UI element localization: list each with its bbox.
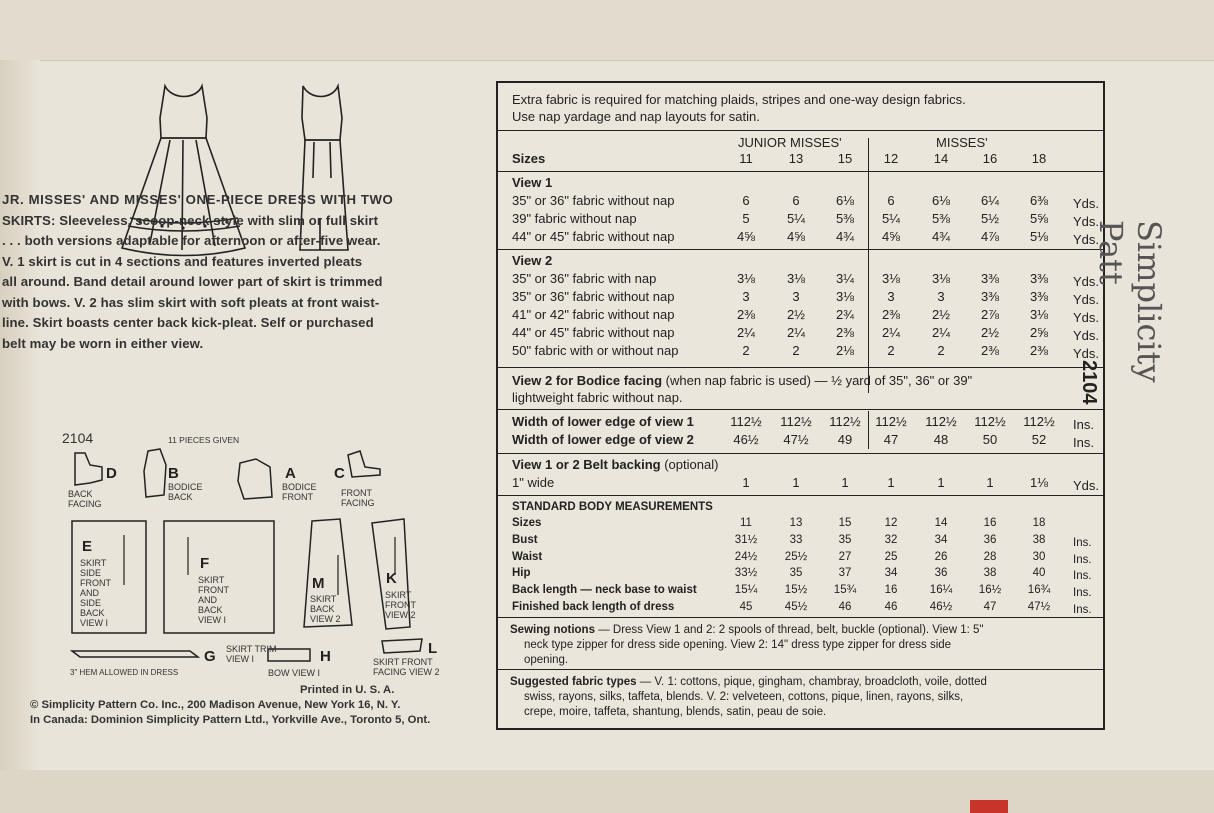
unit-label: Ins. xyxy=(1073,435,1094,450)
cell-value: 33½ xyxy=(734,567,758,580)
unit-label: Ins. xyxy=(1073,536,1092,549)
row-label: 1" wide xyxy=(512,475,555,490)
group-misses: MISSES' xyxy=(936,135,988,150)
cell-value: 2½ xyxy=(980,325,1000,340)
cell-value: 3 xyxy=(937,289,945,304)
fabric-types xyxy=(510,675,1100,720)
piece-letter: D xyxy=(106,465,117,482)
piece-letter: M xyxy=(312,575,325,592)
cell-value: 3 xyxy=(742,289,750,304)
fabric-text: swiss, rayons, silks, taffeta, blends. V. 2: velveteen, cottons, pique, linen, rayons, silks, xyxy=(524,691,964,703)
envelope-bottom-edge xyxy=(0,770,1214,813)
size-header: 14 xyxy=(933,151,949,166)
cell-value: 3⅜ xyxy=(980,271,1000,286)
row-label: 35" or 36" fabric without nap xyxy=(512,289,675,304)
description-line: belt may be worn in either view. xyxy=(2,335,204,351)
cell-value: 36 xyxy=(983,533,997,546)
cell-value: 5⅝ xyxy=(1029,211,1049,226)
body-title: STANDARD BODY MEASUREMENTS xyxy=(512,501,713,513)
view2-label: View 2 xyxy=(512,253,553,268)
bodice-title: View 2 for Bodice facing xyxy=(512,373,663,388)
cell-value: 15½ xyxy=(784,584,808,597)
piece-letter: F xyxy=(200,555,210,572)
cell-value: 50 xyxy=(982,432,998,447)
cell-value: 3⅜ xyxy=(980,289,1000,304)
piece-label: SKIRT TRIM VIEW I xyxy=(226,644,277,664)
cell-value: 36 xyxy=(934,567,948,580)
cell-value: 24½ xyxy=(734,550,758,563)
cell-value: 6⅜ xyxy=(1029,193,1049,208)
cell-value: 3⅜ xyxy=(1029,271,1049,286)
pattern-number: 2104 xyxy=(62,430,94,446)
pattern-description xyxy=(2,190,447,354)
cell-value: 25½ xyxy=(784,550,808,563)
description-line: V. 1 skirt is cut in 4 sections and features inverted pleats xyxy=(2,253,363,269)
cell-value: 34 xyxy=(884,567,898,580)
cell-value: 2⅜ xyxy=(736,307,756,322)
unit-label: Yds. xyxy=(1073,214,1100,229)
cell-value: 4⅝ xyxy=(881,229,901,244)
cell-value: 3⅛ xyxy=(1029,307,1049,322)
credit-block xyxy=(30,683,480,728)
cell-value: 3⅛ xyxy=(786,271,806,286)
side-pattern-number: 2104 xyxy=(1078,360,1100,405)
cell-value: 16½ xyxy=(978,584,1002,597)
cell-value: 4⅝ xyxy=(736,229,756,244)
belt-title: View 1 or 2 Belt backing xyxy=(512,457,661,472)
printed-in: Printed in U. S. A. xyxy=(300,684,395,696)
piece-label: SKIRT SIDE FRONT AND SIDE BACK VIEW I xyxy=(80,558,111,628)
cell-value: 5½ xyxy=(980,211,1000,226)
row-label: Sizes xyxy=(512,517,542,529)
cell-value: 3⅛ xyxy=(931,271,951,286)
cell-value: 6⅛ xyxy=(835,193,855,208)
credit-line: © Simplicity Pattern Co. Inc., 200 Madison Avenue, New York 16, N. Y. xyxy=(30,699,401,711)
cell-value: 37 xyxy=(838,567,852,580)
piece-letter: E xyxy=(82,538,93,555)
cell-value: 15¾ xyxy=(833,584,857,597)
cell-value: 2⅜ xyxy=(980,343,1000,358)
cell-value: 45 xyxy=(739,601,753,613)
row-label: 35" or 36" fabric with nap xyxy=(512,271,657,286)
piece-letter: L xyxy=(428,640,438,657)
cell-value: 112½ xyxy=(1023,414,1055,429)
cell-value: 5⅛ xyxy=(1029,229,1049,244)
cell-value: 3⅜ xyxy=(1029,289,1049,304)
row-label: Back length — neck base to waist xyxy=(512,584,697,597)
cell-value: 2¼ xyxy=(736,325,756,340)
cell-value: 1 xyxy=(742,475,750,490)
description-line: all around. Band detail around lower part of skirt is trimmed xyxy=(2,274,383,289)
cell-value: 1 xyxy=(792,475,800,490)
piece-label: BOW VIEW I xyxy=(268,668,321,678)
cell-value: 33 xyxy=(789,533,803,546)
size-header: 11 xyxy=(739,151,753,166)
row-label: Bust xyxy=(512,533,538,546)
cell-value: 46 xyxy=(838,601,852,613)
cell-value: 35 xyxy=(838,533,852,546)
fabric-title: Suggested fabric types xyxy=(510,676,637,688)
bodice-line2: lightweight fabric without nap. xyxy=(512,390,683,405)
row-label: 39" fabric without nap xyxy=(512,211,637,226)
cell-value: 1 xyxy=(986,475,994,490)
fabric-note: Use nap yardage and nap layouts for satin. xyxy=(512,109,760,124)
cell-value: 2½ xyxy=(786,307,806,322)
piece-label: SKIRT BACK VIEW 2 xyxy=(310,594,341,624)
cell-value: 47½ xyxy=(783,432,809,447)
piece-label: BACK FACING xyxy=(68,489,102,509)
cell-value: 16 xyxy=(983,517,997,529)
size-header: 16 xyxy=(982,151,998,166)
notions-title: Sewing notions xyxy=(510,624,595,636)
cell-value: 1 xyxy=(841,475,849,490)
credit-line: In Canada: Dominion Simplicity Pattern Ltd., Yorkville Ave., Toronto 5, Ont. xyxy=(30,714,431,726)
cell-value: 47½ xyxy=(1027,601,1051,613)
cell-value: 3⅛ xyxy=(736,271,756,286)
description-line: SKIRTS: Sleeveless, scoop-neck style with slim or full skirt xyxy=(2,212,379,228)
unit-label: Yds. xyxy=(1073,274,1100,289)
row-label: Finished back length of dress xyxy=(512,601,675,613)
cell-value: 112½ xyxy=(974,414,1006,429)
red-mark xyxy=(970,800,1008,813)
cell-value: 3⅛ xyxy=(881,271,901,286)
description-line: . . . both versions adaptable for afternoon or after-five wear. xyxy=(2,233,381,248)
row-label: Width of lower edge of view 1 xyxy=(512,414,694,429)
unit-label: Yds. xyxy=(1073,310,1100,325)
cell-value: 112½ xyxy=(925,414,957,429)
cell-value: 2¾ xyxy=(835,307,855,322)
cell-value: 26 xyxy=(934,550,948,563)
cell-value: 6⅛ xyxy=(931,193,951,208)
pieces-given: 11 PIECES GIVEN xyxy=(168,435,240,445)
cell-value: 40 xyxy=(1032,567,1046,580)
piece-letter: G xyxy=(204,648,216,665)
cell-value: 1 xyxy=(887,475,895,490)
unit-label: Yds. xyxy=(1073,328,1100,343)
cell-value: 3 xyxy=(887,289,895,304)
sizes-label: Sizes xyxy=(512,151,546,166)
cell-value: 4¾ xyxy=(835,229,855,244)
cell-value: 12 xyxy=(884,517,898,529)
cell-value: 3⅛ xyxy=(835,289,855,304)
unit-label: Ins. xyxy=(1073,417,1094,432)
cell-value: 4⅝ xyxy=(786,229,806,244)
cell-value: 34 xyxy=(934,533,948,546)
row-label: 50" fabric with or without nap xyxy=(512,343,679,358)
cell-value: 14 xyxy=(934,517,948,529)
piece-letter: H xyxy=(320,648,331,665)
cell-value: 2⅞ xyxy=(980,307,1000,322)
piece-letter: B xyxy=(168,465,179,482)
cell-value: 2⅝ xyxy=(1029,325,1049,340)
cell-value: 52 xyxy=(1031,432,1047,447)
piece-label: SKIRT FRONT FACING VIEW 2 xyxy=(373,657,440,677)
size-header: 12 xyxy=(883,151,899,166)
cell-value: 38 xyxy=(1032,533,1046,546)
cell-value: 112½ xyxy=(875,414,907,429)
unit-label: Ins. xyxy=(1073,604,1092,616)
notions-text: neck type zipper for dress side opening. View 2: 14" dress type zipper for dress side xyxy=(524,639,952,651)
piece-label: BODICE BACK xyxy=(168,482,203,502)
cell-value: 1 xyxy=(937,475,945,490)
row-label: Waist xyxy=(512,550,543,563)
cell-value: 2⅜ xyxy=(881,307,901,322)
cell-value: 5¼ xyxy=(881,211,901,226)
cell-value: 6 xyxy=(742,193,750,208)
cell-value: 6 xyxy=(887,193,895,208)
sewing-notions xyxy=(510,623,1100,668)
cell-value: 2 xyxy=(937,343,945,358)
hem-note: 3" HEM ALLOWED IN DRESS xyxy=(70,668,179,677)
fabric-note: Extra fabric is required for matching plaids, stripes and one-way design fabrics. xyxy=(512,92,966,107)
cell-value: 2⅜ xyxy=(1029,343,1049,358)
cell-value: 16¼ xyxy=(929,584,953,597)
cell-value: 28 xyxy=(983,550,997,563)
unit-label: Yds. xyxy=(1073,478,1100,493)
row-label: 44" or 45" fabric without nap xyxy=(512,325,675,340)
yardage-chart xyxy=(496,81,1105,730)
envelope-flap xyxy=(0,0,1214,61)
cell-value: 47 xyxy=(983,601,997,613)
cell-value: 25 xyxy=(884,550,898,563)
cell-value: 2¼ xyxy=(931,325,951,340)
cell-value: 3¼ xyxy=(835,271,855,286)
cell-value: 16¾ xyxy=(1027,584,1051,597)
cell-value: 2 xyxy=(742,343,750,358)
cell-value: 3 xyxy=(792,289,800,304)
piece-letter: K xyxy=(386,570,397,587)
row-label: 35" or 36" fabric without nap xyxy=(512,193,675,208)
cell-value: 11 xyxy=(740,517,752,529)
notions-text: opening. xyxy=(524,654,569,666)
cell-value: 2⅛ xyxy=(835,343,855,358)
unit-label: Ins. xyxy=(1073,570,1092,583)
row-label: 44" or 45" fabric without nap xyxy=(512,229,675,244)
cell-value: 2½ xyxy=(931,307,951,322)
row-label: Width of lower edge of view 2 xyxy=(512,432,694,447)
belt-backing xyxy=(512,457,718,472)
piece-label: FRONT FACING xyxy=(341,488,375,508)
cell-value: 4¾ xyxy=(931,229,951,244)
group-junior: JUNIOR MISSES' xyxy=(738,135,842,150)
description-line: line. Skirt boasts center back kick-pleat. Self or purchased xyxy=(2,315,374,330)
cell-value: 46 xyxy=(884,601,898,613)
cell-value: 27 xyxy=(838,550,852,563)
description-heading: JR. MISSES' AND MISSES' ONE-PIECE DRESS WITH TWO xyxy=(2,192,394,207)
cell-value: 6¼ xyxy=(980,193,1000,208)
row-label: Hip xyxy=(512,567,531,580)
cell-value: 15¼ xyxy=(734,584,758,597)
size-header: 13 xyxy=(788,151,804,166)
cell-value: 13 xyxy=(789,517,803,529)
cell-value: 2⅜ xyxy=(835,325,855,340)
cell-value: 45½ xyxy=(784,601,808,613)
brand-fragment: Simplicity Patt xyxy=(1092,220,1168,383)
unit-label: Yds. xyxy=(1073,196,1100,211)
cell-value: 5 xyxy=(742,211,750,226)
unit-label: Yds. xyxy=(1073,346,1100,361)
cell-value: 18 xyxy=(1032,517,1046,529)
cell-value: 5¼ xyxy=(786,211,806,226)
bodice-rest: (when nap fabric is used) — ½ yard of 35", 36" or 39" xyxy=(665,373,973,388)
cell-value: 5⅜ xyxy=(835,211,855,226)
notions-text: — Dress View 1 and 2: 2 spools of thread, belt, buckle (optional). View 1: 5" xyxy=(598,624,984,636)
cell-value: 46½ xyxy=(929,601,953,613)
cell-value: 112½ xyxy=(829,414,861,429)
cell-value: 38 xyxy=(983,567,997,580)
piece-label: SKIRT FRONT VIEW 2 xyxy=(385,590,416,620)
cell-value: 30 xyxy=(1032,550,1046,563)
belt-optional: (optional) xyxy=(664,457,719,472)
bodice-facing xyxy=(512,373,972,388)
cell-value: 112½ xyxy=(730,414,762,429)
fabric-text: — V. 1: cottons, pique, gingham, chambray, broadcloth, voile, dotted xyxy=(639,676,987,688)
cell-value: 32 xyxy=(884,533,898,546)
unit-label: Yds. xyxy=(1073,292,1100,307)
cell-value: 15 xyxy=(838,517,852,529)
cell-value: 112½ xyxy=(780,414,812,429)
unit-label: Yds. xyxy=(1073,232,1100,247)
cell-value: 46½ xyxy=(733,432,759,447)
cell-value: 49 xyxy=(837,432,853,447)
piece-letter: A xyxy=(285,465,296,482)
unit-label: Ins. xyxy=(1073,553,1092,566)
size-header: 15 xyxy=(837,151,853,166)
cell-value: 48 xyxy=(933,432,949,447)
cell-value: 2¼ xyxy=(881,325,901,340)
cell-value: 6 xyxy=(792,193,800,208)
cell-value: 35 xyxy=(789,567,803,580)
view1-label: View 1 xyxy=(512,175,553,190)
fabric-text: crepe, moire, taffeta, shantung, blends, satin, peau de soie. xyxy=(524,706,827,718)
size-header: 18 xyxy=(1031,151,1047,166)
cell-value: 47 xyxy=(883,432,899,447)
description-line: with bows. V. 2 has slim skirt with soft pleats at front waist- xyxy=(2,294,380,310)
cell-value: 2¼ xyxy=(786,325,806,340)
pattern-pieces-diagram xyxy=(60,445,460,675)
cell-value: 4⅞ xyxy=(980,229,1000,244)
cell-value: 2 xyxy=(792,343,800,358)
row-label: 41" or 42" fabric without nap xyxy=(512,307,675,322)
piece-letter: C xyxy=(334,465,345,482)
piece-label: BODICE FRONT xyxy=(282,482,317,502)
cell-value: 2 xyxy=(887,343,895,358)
cell-value: 31½ xyxy=(734,533,758,546)
piece-label: SKIRT FRONT AND BACK VIEW I xyxy=(198,575,229,625)
cell-value: 16 xyxy=(884,584,898,597)
cell-value: 1⅛ xyxy=(1029,475,1049,490)
unit-label: Ins. xyxy=(1073,587,1092,600)
cell-value: 5⅜ xyxy=(931,211,951,226)
